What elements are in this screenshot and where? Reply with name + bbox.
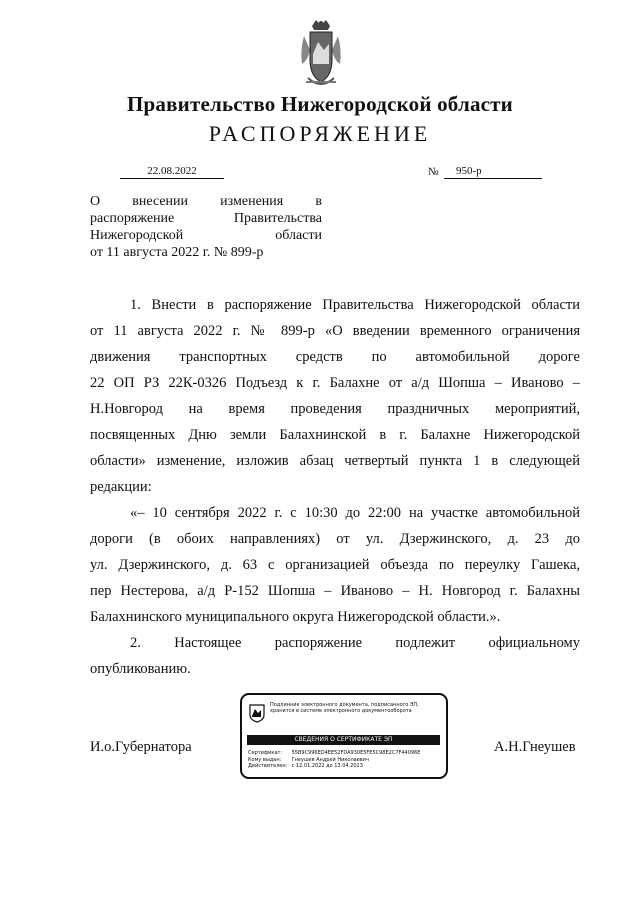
signer-position: И.о.Губернатора bbox=[90, 739, 192, 755]
paragraph-quote bbox=[90, 500, 580, 630]
text-line: «– 10 сентября 2022 г. с 10:30 до 22:00 на участке автомобильной bbox=[130, 505, 580, 521]
e-signature-stamp bbox=[240, 693, 448, 779]
document-number-field bbox=[444, 164, 542, 179]
stamp-band: СВЕДЕНИЯ О СЕРТИФИКАТЕ ЭП bbox=[247, 735, 440, 745]
paragraph-2 bbox=[90, 630, 580, 682]
paragraph-1 bbox=[90, 292, 580, 500]
document-date: 22.08.2022 bbox=[120, 164, 224, 179]
government-title: Правительство Нижегородской области bbox=[127, 92, 513, 116]
text-line: опубликованию. bbox=[90, 661, 191, 677]
owner-value: Гнеушев Андрей Николаевич bbox=[291, 756, 369, 763]
text-line: 22 ОП РЗ 22К-0326 Подъезд к г. Балахне от а/д Шопша – Иваново – bbox=[90, 375, 580, 391]
document-number: 950-р bbox=[456, 165, 482, 177]
text-line: дороги (в обоих направлениях) от ул. Дзержинского, д. 23 до bbox=[90, 531, 580, 547]
text-line: пер Нестерова, а/д Р-152 Шопша – Иваново – Н. Новгород г. Балахны bbox=[90, 583, 580, 599]
text-line: редакции: bbox=[90, 479, 152, 495]
document-body bbox=[90, 292, 580, 682]
subject-line: Нижегородской области bbox=[90, 228, 322, 243]
document-subject bbox=[90, 193, 322, 261]
validity-row bbox=[248, 763, 444, 770]
certificate-details bbox=[248, 750, 444, 770]
text-line: области» изменение, изложив абзац четвертый пункта 1 в следующей bbox=[90, 453, 580, 469]
stamp-note-line: хранится в системе электронного документооборота bbox=[270, 708, 412, 715]
certificate-label: Сертификат: bbox=[248, 750, 283, 756]
stamp-note bbox=[270, 702, 446, 715]
stamp-note-line: Подлинник электронного документа, подписанного ЭП, bbox=[270, 702, 419, 708]
text-line: 2. Настоящее распоряжение подлежит официальному bbox=[130, 635, 580, 651]
number-label: № bbox=[428, 166, 439, 178]
text-line: Н.Новгород на время проведения праздничных мероприятий, bbox=[90, 401, 580, 417]
coat-of-arms-icon bbox=[298, 20, 344, 90]
owner-label: Кому выдан: bbox=[248, 756, 282, 763]
text-line: движения транспортных средств по автомобильной дороге bbox=[90, 349, 580, 365]
subject-line: распоряжение Правительства bbox=[90, 211, 322, 226]
text-line: ул. Дзержинского, д. 63 с организацией объезда по переулку Гашека, bbox=[90, 557, 580, 573]
certificate-row bbox=[248, 750, 444, 757]
text-line: Балахнинского муниципального округа Нижегородской области.». bbox=[90, 609, 501, 625]
text-line: посвященных Дню земли Балахнинской в г. Балахне Нижегородской bbox=[90, 427, 580, 443]
validity-label: Действителен: bbox=[248, 763, 288, 770]
region-emblem-icon bbox=[249, 703, 265, 723]
subject-line: О внесении изменения в bbox=[90, 194, 322, 209]
document-type: РАСПОРЯЖЕНИЕ bbox=[208, 121, 432, 146]
text-line: 1. Внести в распоряжение Правительства Нижегородской области bbox=[130, 297, 580, 313]
subject-line: от 11 августа 2022 г. № 899-р bbox=[90, 245, 264, 260]
validity-value: с 12.01.2022 до 13.04.2023 bbox=[291, 763, 363, 770]
certificate-value: 55B9C996ED4EE52FDA930E5FE5C98E2C7F44096E bbox=[291, 750, 421, 756]
text-line: от 11 августа 2022 г. № 899-р «О введении временного ограничения bbox=[90, 323, 580, 339]
signer-name: А.Н.Гнеушев bbox=[494, 739, 576, 755]
